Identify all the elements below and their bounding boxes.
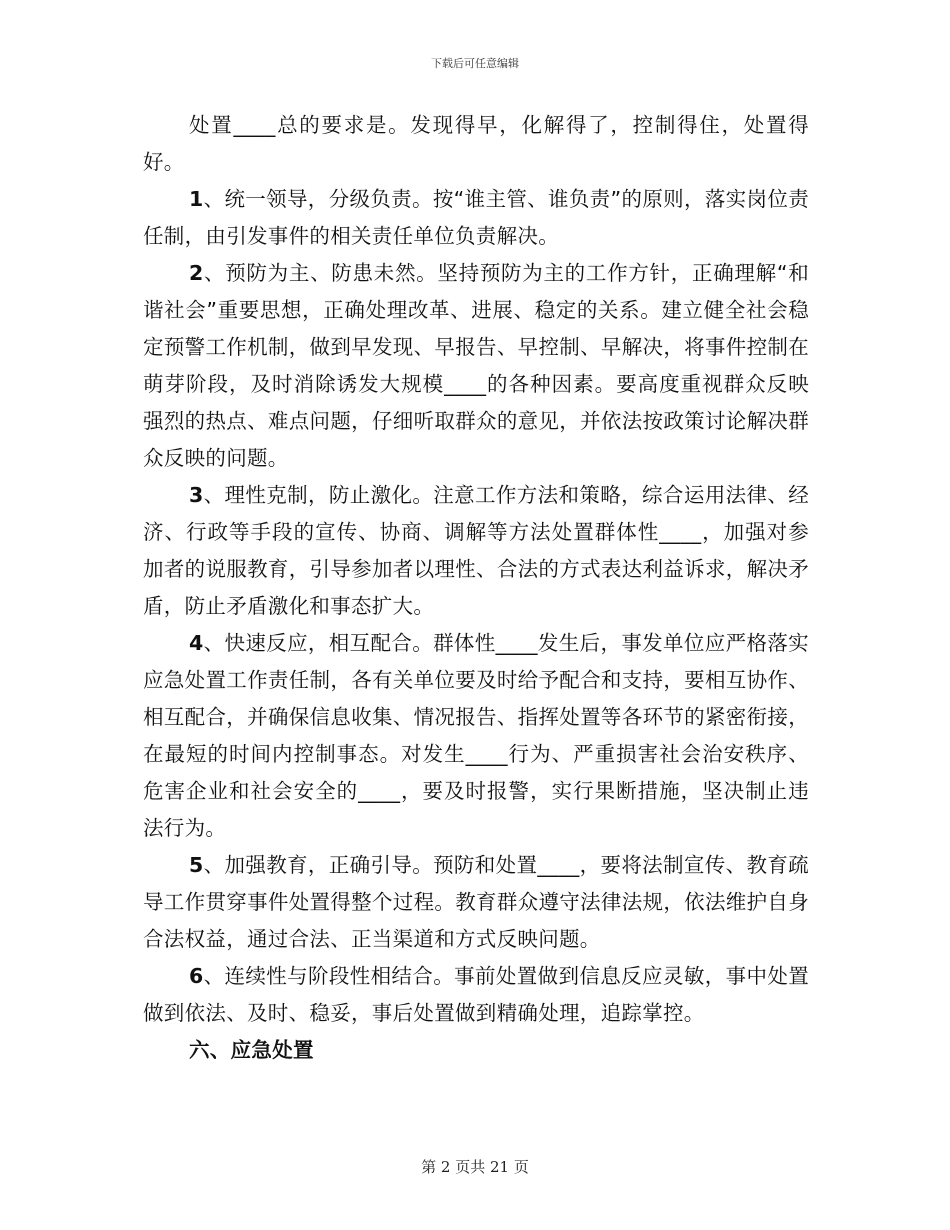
paragraph-intro: [143, 107, 809, 181]
item-number: 5: [189, 853, 204, 877]
paragraph-text: 、快速反应，相互配合。群体性____发生后，事发单位应严格落实应急处置工作责任制，各有关单位要及时给予配合和支持，要相互协作、相互配合，并确保信息收集、情况报告、指挥处置等各环节的紧密衔接，在最短的时间内控制事态。对发生____行为、严重损害社会治安秩序、危害企业和社会安全的____，要及时报警，实行果断措施，坚决制止违法行为。: [143, 631, 809, 840]
paragraph-item-6: [143, 958, 809, 1032]
paragraph-item-5: [143, 847, 809, 958]
item-number: 1: [189, 187, 204, 211]
item-number: 4: [189, 631, 204, 655]
paragraph-item-1: [143, 181, 809, 255]
section-heading: 六、应急处置: [189, 1038, 314, 1062]
paragraph-text: 、加强教育，正确引导。预防和处置____，要将法制宣传、教育疏导工作贯穿事件处置得整个过程。教育群众遵守法律法规，依法维护自身合法权益，通过合法、正当渠道和方式反映问题。: [143, 853, 809, 951]
paragraph-text: 、连续性与阶段性相结合。事前处置做到信息反应灵敏，事中处置做到依法、及时、稳妥，事后处置做到精确处理，追踪掌控。: [143, 964, 809, 1025]
page-number: 第 2 页共 21 页: [421, 1158, 529, 1176]
header-note: 下载后可任意编辑: [431, 57, 519, 70]
paragraph-item-2: [143, 255, 809, 477]
paragraph-text: 、理性克制，防止激化。注意工作方法和策略，综合运用法律、经济、行政等手段的宣传、协商、调解等方法处置群体性____，加强对参加者的说服教育，引导参加者以理性、合法的方式表达利益诉求，解决矛盾，防止矛盾激化和事态扩大。: [143, 483, 809, 618]
paragraph-item-3: [143, 477, 809, 625]
document-body: [143, 107, 809, 1069]
item-number: 2: [189, 261, 204, 285]
paragraph-item-4: [143, 625, 809, 847]
item-number: 3: [189, 483, 204, 507]
paragraph-text: 、预防为主、防患未然。坚持预防为主的工作方针，正确理解“和谐社会”重要思想，正确处理改革、进展、稳定的关系。建立健全社会稳定预警工作机制，做到早发现、早报告、早控制、早解决，将事件控制在萌芽阶段，及时消除诱发大规模____的各种因素。要高度重视群众反映强烈的热点、难点问题，仔细听取群众的意见，并依法按政策讨论解决群众反映的问题。: [143, 261, 809, 470]
item-number: 6: [189, 964, 204, 988]
paragraph-text: 处置____总的要求是。发现得早，化解得了，控制得住，处置得好。: [143, 113, 809, 174]
paragraph-text: 、统一领导，分级负责。按“谁主管、谁负责”的原则，落实岗位责任制，由引发事件的相关责任单位负责解决。: [143, 187, 809, 248]
